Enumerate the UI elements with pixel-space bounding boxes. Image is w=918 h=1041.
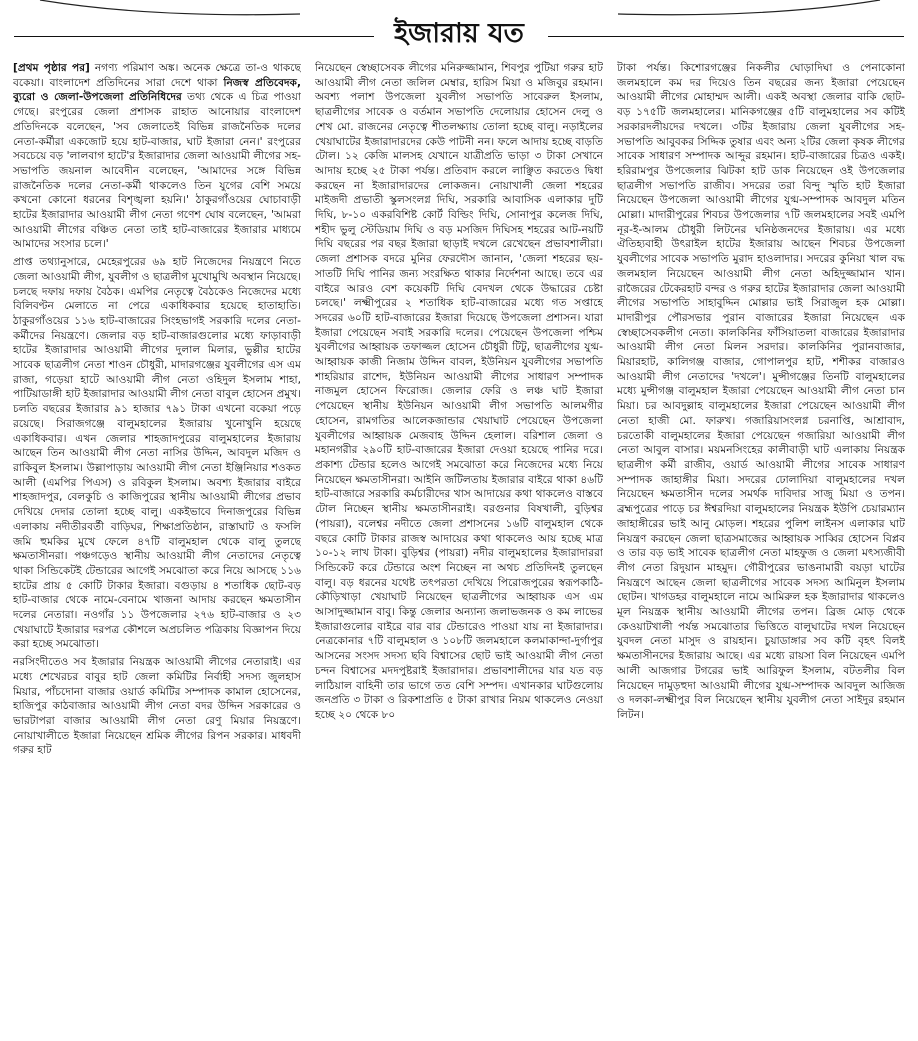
paragraph: নিয়েছেন স্বেচ্ছাসেবক লীগের মনিরুজ্জামান, শিবপুর পুটিয়া গরুর হাট আওয়ামী লীগ নেতা জলিল মেম্বার, হারিস মিয়া ও মজিবুর রহমান। অবশ্য পলাশ উপজেলা যুবলীগ সভাপতি সাবেরুল ইসলাম, ছাত্রলীগের সাবেক ও বর্তমান সভাপতি দেলোয়ার হোসেন দেলু ও শেখ মো. রাজনের নেতৃত্বে শীতলক্ষ্যায় তোলা হচ্ছে বালু। নড়াইলের খেয়াঘাটের ইজারাদারদের কেউ পাটনী নন। ফলে আদায় হচ্ছে বাড়তি টোল। ১২ কেজি মালসহ যেখানে যাত্রীপ্রতি ভাড়া ৩ টাকা সেখানে আদায় হচ্ছে ২৫ টাকা পর্যন্ত। প্রতিবাদ করলে লাঞ্ছিত করতেও দ্বিধা করছেন না ইজারাদারদের লোকজন। নোয়াখালী জেলা শহরের মাইজদী প্রভাতী স্কুলসংলগ্ন দিঘি, সরকারি আবাসিক এলাকার দুটি দিঘি, ৮-১০ একরবিশিষ্ট কোর্ট বিল্ডিং দিঘি, সোনাপুর কলেজ দিঘি, শহীদ ভুলু স্টেডিয়াম দিঘি ও বড় মসজিদ দিঘিসহ শহরের আট-নয়টি দিঘি বছরের পর বছর ইজারা ছাড়াই দখলে রেখেছেন প্রভাবশালীরা। জেলা প্রশাসক বদরে মুনির ফেরদৌস জানান, 'জেলা শহরের ছয়-সাতটি দিঘি পানির জন্য সংরক্ষিত থাকার নির্দেশনা আছে। তবে এর বাইরে আরও বেশ কয়েকটি দিঘি বেদখল থেকে উদ্ধারের চেষ্টা চলছে।' লক্ষ্মীপুরের ২ শতাধিক হাট-বাজারের মধ্যে গত সপ্তাহে সদরের ৬০টি হাট-বাজারের ইজারা দিয়েছে উপজেলা প্রশাসন। যারা ইজারা পেয়েছেন সবাই সরকারি দলের। পেয়েছেন উপজেলা পশ্চিম যুবলীগের আহ্বায়ক তফাজ্জল হোসেন চৌধুরী টিটু, ছাত্রলীগের যুগ্ম-আহ্বায়ক কাজী নিজাম উদ্দিন বাবল, ইউনিয়ন যুবলীগের সভাপতি শাহরিয়ার রাশেদ, ইউনিয়ন আওয়ামী লীগের সাধারণ সম্পাদক নাজমুল হোসেন ফিরোজ। জেলার ফেরি ও লঞ্চ ঘাট ইজারা পেয়েছেন স্থানীয় ইউনিয়ন আওয়ামী লীগ সভাপতি আলমগীর হোসেন, রামগতির আলেকজান্ডার খেয়াঘাট পেয়েছেন উপজেলা যুবলীগের আহ্বায়ক মেজবাহ উদ্দিন হেলাল। বরিশাল জেলা ও মহানগরীর ২৯০টি হাট-বাজারের ইজারা দেওয়া হয়েছে পানির দরে। প্রকাশ্য টেন্ডার হলেও আগেই সমঝোতা করে নিজেদের মধ্যে নিয়ে নিয়েছেন ক্ষমতাসীনরা। আইনি জটিলতায় ইজারার বাইরে থাকা ৪৬টি হাট-বাজারে সরকারি কর্মচারীদের খাস আদায়ের কথা থাকলেও বাস্তবে টোল নিচ্ছেন স্থানীয় ক্ষমতাসীনরাই। বরগুনার বিষখালী, বুড়িশ্বর (পায়রা), বলেশ্বর নদীতে জেলা প্রশাসনের ১৬টি বালুমহাল থেকে বছরে কোটি টাকার রাজস্ব আদায়ের কথা থাকলেও আয় হচ্ছে মাত্র ১০-১২ লাখ টাকা। বুড়িশ্বর (পায়রা) নদীর বালুমহালের ইজারাদাররা সিন্ডিকেট করে টেন্ডারে অংশ নিচ্ছেন না অথচ প্রতিদিনই তুলছেন বালু। বড় ধরনের যথেষ্ট তৎপরতা দেখিয়ে পিরোজপুরের স্বরূপকাঠি-কৌড়িখাড়া খেয়াঘাট নিয়েছেন ছাত্রলীগের আহ্বায়ক এস এম আসাদুজ্জামান বাবু। কিন্তু জেলার অন্যান্য জলাভজনক ও কম লাভের ইজারাগুলোর বাইরে বার বার টেন্ডারেও পাওয়া যায় না ইজারাদার। নেত্রকোনার ৭টি বালুমহাল ও ১০৮টি জলমহালে কলমাকান্দা-দুর্গাপুর আসনের সংসদ সদস্য ছবি বিশ্বাসের ছোট ভাই আওয়ামী লীগ নেতা চন্দন বিশ্বাসের মদদপুষ্টরাই ইজারাদার। প্রভাবশালীদের যার যত বড় লাঠিয়াল বাহিনী তার ভাগে তত বেশি সম্পদ। এখানকার ঘাটগুলোয় জনপ্রতি ৩ টাকা ও রিকশাপ্রতি ৫ টাকা রাখার নিয়ম থাকলেও নেওয়া হচ্ছে ২০ থেকে ৮০ [315, 62, 603, 721]
continued-from-front-page: [প্রথম পৃষ্ঠার পর] [13, 62, 90, 74]
paragraph: প্রাপ্ত তথ্যানুসারে, মেহেরপুরের ৬৯ হাট নিজেদের নিয়ন্ত্রণে নিতে জেলা আওয়ামী লীগ, যুবলীগ ও ছাত্রলীগ মুখোমুখি অবস্থান নিয়েছে। চলছে দফায় দফায় বৈঠক। এমপির নেতৃত্বে বৈঠকেও নিজেদের মধ্যে বিলিবণ্টন মেলাতে না পেরে একাধিকবার হয়েছে হাতাহাতি। ঠাকুরগাঁওয়ের ১১৬ হাট-বাজারের সিংহভাগই সরকারি দলের নেতা-কর্মীদের নিয়ন্ত্রণে। জেলার বড় হাট-বাজারগুলোর মধ্যে ফাড়াবাড়ী হাটের ইজারাদার আওয়ামী লীগের দুলাল মিলার, ভুল্লীর হাটের সাবেক ছাত্রলীগ নেতা শাওন চৌধুরী, মাদারগঞ্জের যুবলীগের এস এম রাজা, গড়েয়া হাটে আওয়ামী লীগ নেতা ওহিদুল ইসলাম শাহা, পাটিয়াডাঙ্গী হাট ইজারাদার আওয়ামী লীগ নেতা বাবুল হোসেন প্রমুখ। চলতি বছরের ইজারার ৯১ হাজার ৭৯১ টাকা এখনো বকেয়া পড়ে রয়েছে। সিরাজগঞ্জে বালুমহালের ইজারায় খুনোখুনি হয়েছে একাধিকবার। এখন জেলার শাহজাদপুরের বালুমহালের ইজারায় আছেন তিন আওয়ামী লীগ নেতা নাসির উদ্দিন, আবদুল মজিদ ও রাকিবুল ইসলাম। উল্লাপাড়ায় আওয়ামী লীগ নেতা ইঞ্জিনিয়ার শওকত আলী (এমপির পিএস) ও রবিকুল ইসলাম। অবশ্য ইজারার বাইরে শাহজাদপুর, বেলকুচি ও কাজিপুরের স্থানীয় আওয়ামী লীগের প্রভাব দেখিয়ে দেদার তোলা হচ্ছে বালু। একইভাবে দিনাজপুরের বিভিন্ন এলাকায় নদীতীরবর্তী বাড়িঘর, শিক্ষাপ্রতিষ্ঠান, রাস্তাঘাট ও ফসলি জমি হুমকির মুখে ফেলে ৪৭টি বালুমহাল থেকে বালু তুলছে ক্ষমতাসীনরা। পঞ্চগড়েও স্থানীয় আওয়ামী লীগ নেতাদের নেতৃত্বে থাকা সিন্ডিকেটই টেন্ডারের আগেই সমঝোতা করে নিয়ে আসছে ১১৬ হাটের প্রায় ৫ কোটি টাকার ইজারা। বগুড়ায় ৪ শতাধিক ছোট-বড় হাট-বাজার থেকে নামে-বেনামে খাজনা আদায় করছেন ক্ষমতাসীন দলের নেতারা। নওগাঁর ১১ উপজেলার ২৭৬ হাট-বাজার ও ২৩ খেয়াঘাটে ইজারার দরপত্র কৌশলে অপ্রচলিত পত্রিকায় বিজ্ঞাপন দিয়ে করা হচ্ছে সমঝোতা। [13, 256, 301, 651]
column-1 [13, 61, 301, 1036]
column-3 [617, 61, 905, 1036]
paragraph: নরসিংদীতেও সব ইজারার নিয়ন্ত্রক আওয়ামী লীগের নেতারাই। এর মধ্যে শেখেরচর বাবুর হাট জেলা কমিটির নির্বাহী সদস্য জুলহাস মিয়ার, পাঁচদোনা বাজার ওয়ার্ড কমিটির সম্পাদক কামাল হোসেনের, হাজিপুর কাঠবাজার আওয়ামী লীগ নেতা বদর উদ্দিন সরকারের ও ভারটাপরা বাজার আওয়ামী লীগ নেতা রেণু মিয়ার নিয়ন্ত্রণে। নোয়াখালীতে ইজারা নিয়েছেন শ্রমিক লীগের রিপন সরকার। মাধবদী গরুর হাট [13, 656, 301, 757]
headline-rule-right [548, 36, 904, 37]
headline-bar [0, 14, 918, 54]
headline: ইজারায় যত [394, 18, 524, 49]
column-2 [315, 61, 603, 1036]
article-body [13, 61, 905, 1036]
reporter-credit: নিজস্ব প্রতিবেদক, ব্যুরো ও জেলা-উপজেলা প্রতিনিধিদের [13, 76, 301, 104]
paragraph: [প্রথম পৃষ্ঠার পর] নগণ্য পরিমাণ অঙ্ক। অনেক ক্ষেত্রে তা-ও থাকছে বকেয়া। বাংলাদেশ প্রতিদিনের সারা দেশে থাকা নিজস্ব প্রতিবেদক, ব্যুরো ও জেলা-উপজেলা প্রতিনিধিদের তথ্য থেকে এ চিত্র পাওয়া গেছে। রংপুরের জেলা প্রশাসক রাহাত আনোয়ার বাংলাদেশ প্রতিদিনকে বলেছেন, 'সব জেলাতেই বিভিন্ন রাজনৈতিক দলের নেতা-কর্মীরা একজোট হয়ে হাট-বাজার, ঘাট ইজারা নেন।' রংপুরের সবচেয়ে বড় 'লালবাগ হাটে'র ইজারাদার জেলা আওয়ামী লীগের সহ-সভাপতি জয়নাল আবেদীন বলেছেন, 'আমাদের সঙ্গে বিভিন্ন রাজনৈতিক দলের নেতা-কর্মী থাকলেও তিন যুগের বেশি সময়ে কখনো কোনো ধরনের বিশৃঙ্খলা হয়নি।' ঠাকুরগাঁওয়ের ঘোচাবাড়ী হাটের ইজারাদার আওয়ামী লীগ নেতা গণেশ ঘোষ বলেছেন, 'আমরা আওয়ামী লীগের বঞ্চিত নেতা তাই হাট-বাজারের ইজারার মাধ্যমে আমাদের সংসার চলে।' [13, 62, 301, 251]
paragraph: টাকা পর্যন্ত। কিশোরগঞ্জের নিকলীর ঘোড়াদিঘা ও পেনাকোনা জলমহালে কম দর দিয়েও তিন বছরের জন্য ইজারা পেয়েছেন আওয়ামী লীগের মোহাম্মদ আলী। একই অবস্থা জেলার বাকি ছোট-বড় ১৭৫টি জলমহালের। মানিকগঞ্জের ৫টি বালুমহালের সব কটিই সরকারদলীয়দের দখলে। ৩টির ইজারায় জেলা যুবলীগের সহ-সভাপতি আবুবকর সিদ্দিক তুষার এবং অন্য ২টির জেলা কৃষক লীগের সাবেক সাধারণ সম্পাদক আব্দুর রহমান। হাট-বাজারের চিত্রও একই। হরিরামপুর উপজেলার ঝিটকা হাট ডাক নিয়েছেন ওই উপজেলার ছাত্রলীগ সভাপতি রাজীব। সদরের তরা বিন্দু স্মৃতি হাট ইজারা নিয়েছেন উপজেলা আওয়ামী লীগের যুগ্ম-সম্পাদক আবদুল মতিন মোল্লা। মাদারীপুরের শিবচর উপজেলার ৭টি জলমহালের সবই এমপি নূর-ই-আলম চৌধুরী লিটনের ঘনিষ্ঠজনদের ইজারায়। এর মধ্যে ঐতিহ্যবাহী উৎরাইল হাটের ইজারায় আছেন শিবচর উপজেলা যুবলীগের সাবেক সভাপতি মুরাদ হাওলাদার। সদরের কুনিয়া খাল বদ্ধ জলমহাল নিয়েছেন আওয়ামী লীগ নেতা অহিদুজ্জামান খান। রাজৈরের টেকেরহাট বন্দর ও গরুর হাটের ইজারাদার জেলা আওয়ামী লীগের সভাপতি সাহাবুদ্দিন মোল্লার ভাই সিরাজুল হক মোল্লা। মাদারীপুর পৌরসভার পুরান বাজারের ইজারা নিয়েছেন এক স্বেচ্ছাসেবকলীগ নেতা। কালকিনির ফাঁসিয়াতলা বাজারের ইজারাদার আওয়ামী লীগ নেতা মিলন সরদার। কালকিনির পুরানবাজার, মিয়ারহাট, কালিগঞ্জ বাজার, গোপালপুর হাট, শশীকর বাজারও আওয়ামী লীগ নেতাদের 'দখলে'। মুন্সীগঞ্জের তিনটি বালুমহালের মধ্যে মুন্সীগঞ্জ বালুমহাল ইজারা পেয়েছেন আওয়ামী লীগ নেতা চান মিয়া। চর আবদুল্লাহ বালুমহালের ইজারা পেয়েছেন আওয়ামী লীগ নেতা হাজী মো. ফারুখ। গজারিয়াসংলগ্ন চরনাপ্তি, আশ্রাবাদ, চরতোকী বালুমহালের ইজারা পেয়েছেন গজারিয়া আওয়ামী লীগ নেতা আবুল বাসার। ময়মনসিংহের কালীবাড়ী ঘাট এলাকায় নিয়ন্ত্রক ছাত্রলীগ কর্মী রাজীব, ওয়ার্ড আওয়ামী লীগের সাবেক সাধারণ সম্পাদক জাহাঙ্গীর মিয়া। সদরের ঢোলাদিয়া বালুমহালের দখল নিয়েছেন ক্ষমতাসীন দলের সমর্থক দাবিদার সাজু মিয়া ও তপন। ব্রহ্মপুত্রের পাড়ে চর ঈশ্বরদিয়া বালুমহালের নিয়ন্ত্রক ইউপি চেয়ারম্যান জাহাঙ্গীরের ভাই আনু মোড়ল। শহরের পুলিশ লাইনস এলাকার ঘাট নিয়ন্ত্রণ করছেন জেলা ছাত্রসমাজের আহ্বায়ক সাব্বির হোসেন বিপ্লব ও তার বড় ভাই সাবেক ছাত্রলীগ নেতা মাহফুজ ও জেলা মৎস্যজীবী লীগ নেতা রিদুয়ান মাহমুদ। গৌরীপুরের ভাঙনামারী বয়ড়া ঘাটের নিয়ন্ত্রণে আছেন জেলা ছাত্রলীগের সাবেক সদস্য আমিনুল ইসলাম ছোটন। খাগডহর বালুমহালে নামে আমিরুল হক ইজারাদার থাকলেও মূল নিয়ন্ত্রক স্থানীয় আওয়ামী লীগের তপন। ব্রিজ মোড় থেকে কেওয়াটখালী পর্যন্ত সমঝোতার ভিত্তিতে বালুঘাটের দখল নিয়েছেন যুবদল নেতা মাসুদ ও রায়হান। চুয়াডাঙ্গার সব কটি বৃহৎ বিলই ক্ষমতাসীনদের ইজারায় আছে। এর মধ্যে রায়সা বিল নিয়েছেন এমপি আলী আজগার টগরের ভাই আরিফুল ইসলাম, বটতলীর বিল নিয়েছেন দামুড়হুদা আওয়ামী লীগের যুগ্ম-সম্পাদক আবদুল আজিজ ও দলকা-লক্ষ্মীপুর বিল নিয়েছেন স্থানীয় যুবলীগ নেতা সাইদুর রহমান লিটন। [617, 62, 905, 721]
